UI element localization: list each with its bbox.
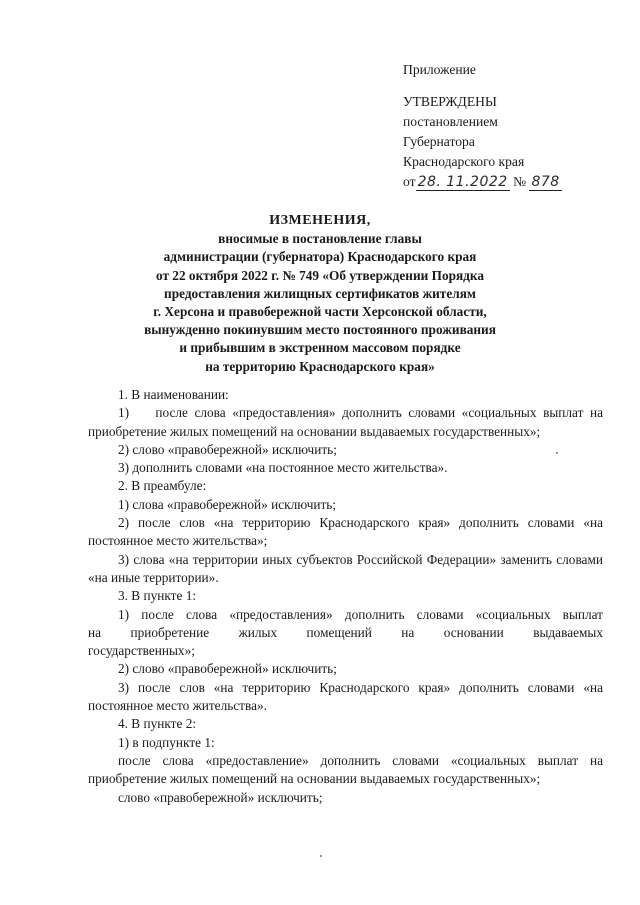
paragraph: 4. В пункте 2: bbox=[118, 716, 197, 732]
title-line: вносимые в постановление главы bbox=[218, 231, 422, 247]
title-line: предоставления жилищных сертификатов жителям bbox=[164, 285, 476, 301]
title-line: на территорию Краснодарского края» bbox=[205, 358, 435, 374]
title-line: вынужденно покинувшим место постоянного проживания bbox=[144, 322, 496, 338]
title-line: г. Херсона и правобережной части Херсонской области, bbox=[153, 304, 487, 320]
number-prefix: № bbox=[513, 174, 527, 189]
approved-heading: УТВЕРЖДЕНЫ bbox=[403, 94, 497, 109]
paragraph: 2) слово «правобережной» исключить; bbox=[118, 661, 337, 677]
document-body bbox=[88, 386, 607, 807]
date-prefix: от bbox=[403, 174, 416, 189]
paragraph: 2) после слов «на территорию Краснодарского края» дополнить словами «на постоянное место жительства»; bbox=[88, 515, 603, 549]
document-title bbox=[90, 212, 550, 376]
approval-line-1: постановлением bbox=[403, 114, 498, 129]
paragraph: 1) после слова «предоставления» дополнить словами «социальных выплат bbox=[118, 606, 603, 622]
title-line: администрации (губернатора) Краснодарского края bbox=[163, 249, 477, 265]
title-line: и прибывшим в экстренном массовом порядке bbox=[179, 340, 461, 356]
paragraph: 2. В преамбуле: bbox=[118, 478, 207, 494]
scan-speck bbox=[320, 855, 322, 857]
paragraph: 2) слово «правобережной» исключить; bbox=[118, 441, 337, 457]
approval-line-2: Губернатора bbox=[403, 134, 475, 149]
paragraph: слово «правобережной» исключить; bbox=[118, 789, 323, 805]
handwritten-number: 878 bbox=[531, 174, 560, 190]
paragraph: после слова «предоставление» дополнить словами «социальных выплат на приобретение жилых помещений на основании выдаваемых государственных»; bbox=[88, 752, 603, 787]
paragraph: 1. В наименовании: bbox=[118, 387, 229, 402]
paragraph: на приобретение жилых помещений на основании выдаваемых bbox=[88, 624, 603, 640]
title-line: от 22 октября 2022 г. № 749 «Об утверждении Порядка bbox=[155, 267, 485, 283]
appendix-label: Приложение bbox=[403, 62, 476, 77]
handwritten-date: 28. 11.2022 bbox=[417, 174, 508, 190]
approval-line-3: Краснодарского края bbox=[403, 154, 525, 169]
paragraph: 3) слова «на территории иных субъектов Российской Федерации» заменить словами «на иные территории». bbox=[88, 551, 603, 585]
title-main: ИЗМЕНЕНИЯ, bbox=[269, 213, 371, 228]
paragraph: 1) после слова «предоставления» дополнить словами «социальных выплат на приобретение жилых помещений на основании выдаваемых государственных»; bbox=[88, 405, 607, 439]
paragraph: государственных»; bbox=[88, 643, 195, 659]
paragraph: 3) после слов «на территорию Краснодарского края» дополнить словами «на постоянное место жительства». bbox=[88, 679, 603, 714]
approval-block bbox=[403, 60, 618, 192]
paragraph: 1) в подпункте 1: bbox=[118, 734, 215, 750]
approval-date-line bbox=[403, 172, 618, 192]
paragraph: 1) слова «правобережной» исключить; bbox=[118, 496, 337, 512]
scan-speck bbox=[556, 452, 558, 454]
paragraph: 3) дополнить словами «на постоянное место жительства». bbox=[118, 460, 448, 476]
paragraph: 3. В пункте 1: bbox=[118, 588, 197, 604]
